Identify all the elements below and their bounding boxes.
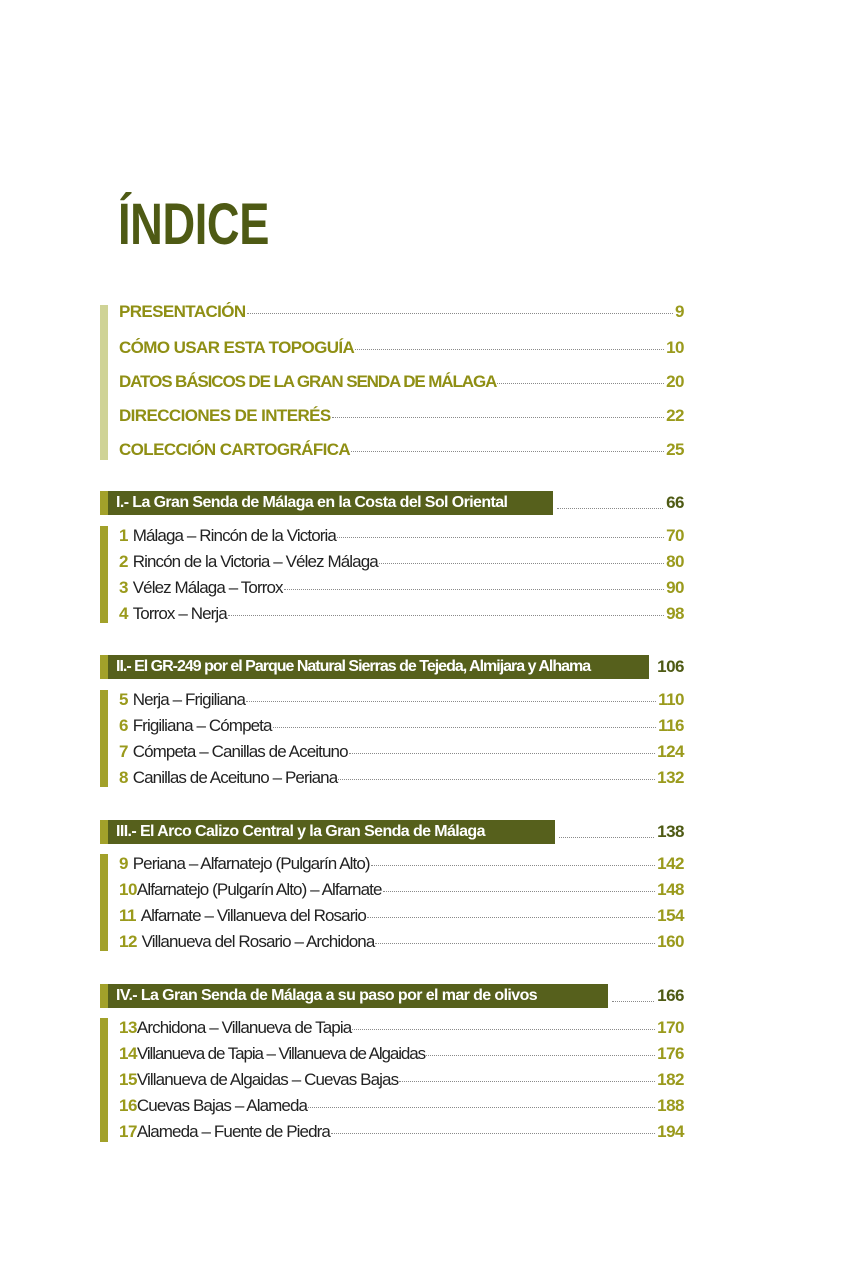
stage-number: 14 (119, 1044, 137, 1063)
stage-entry-12[interactable] (119, 932, 684, 952)
dot-leader (355, 348, 664, 350)
toc-entry-page: 22 (666, 406, 684, 425)
stage-name: Cuevas Bajas – Alameda (136, 1096, 308, 1115)
toc-entry-datos-basicos[interactable] (119, 372, 684, 392)
part-title-band (100, 984, 608, 1008)
part-header-1[interactable] (100, 491, 684, 515)
stage-number: 5 (119, 690, 128, 709)
dot-leader (371, 864, 655, 866)
dot-leader (331, 1132, 655, 1134)
stage-name: Alfarnatejo (Pulgarín Alto) – Alfarnate (136, 880, 382, 899)
toc-entry-label: DIRECCIONES DE INTERÉS (119, 406, 331, 425)
stage-page: 124 (657, 742, 684, 761)
part-header-2[interactable] (100, 655, 684, 679)
toc-entry-label: DATOS BÁSICOS DE LA GRAN SENDA DE MÁLAGA (119, 372, 497, 391)
part-title-band (100, 491, 553, 515)
dot-leader (284, 588, 664, 590)
stage-page: 132 (657, 768, 684, 787)
stage-entry-17[interactable] (119, 1122, 684, 1142)
stage-entry-1[interactable] (119, 526, 684, 546)
part-title: III.- El Arco Calizo Central y la Gran Senda de Málaga (116, 823, 485, 840)
part-page: 166 (657, 986, 684, 1005)
part-header-3[interactable] (100, 820, 684, 844)
dot-leader (612, 1000, 654, 1002)
part-title-band (100, 655, 649, 679)
page-title: ÍNDICE (118, 192, 269, 257)
toc-entry-presentacion[interactable] (119, 302, 684, 322)
stage-page: 182 (657, 1070, 684, 1089)
toc-entry-page: 9 (675, 302, 684, 321)
stage-number: 12 (119, 932, 137, 951)
dot-leader (375, 942, 655, 944)
dot-leader (349, 752, 655, 754)
stage-name: Alfarnate – Villanueva del Rosario (140, 906, 366, 925)
intro-accent-bar (100, 305, 108, 460)
stage-number: 16 (119, 1096, 137, 1115)
stage-name: Nerja – Frigiliana (132, 690, 245, 709)
stages-accent-bar (100, 690, 108, 787)
stage-number: 7 (119, 742, 128, 761)
part-page: 138 (657, 822, 684, 841)
stage-name: Frigiliana – Cómpeta (132, 716, 272, 735)
stage-name: Vélez Málaga – Torrox (132, 578, 283, 597)
stage-name: Canillas de Aceituno – Periana (132, 768, 338, 787)
dot-leader (273, 726, 657, 728)
stage-number: 9 (119, 854, 128, 873)
stages-accent-bar (100, 854, 108, 951)
stage-page: 148 (657, 880, 684, 899)
stage-name: Torrox – Nerja (132, 604, 227, 623)
stage-name: Málaga – Rincón de la Victoria (132, 526, 336, 545)
stage-page: 98 (666, 604, 684, 623)
stage-name: Rincón de la Victoria – Vélez Málaga (132, 552, 378, 571)
stage-number: 6 (119, 716, 128, 735)
dot-leader (337, 536, 664, 538)
toc-entry-label: COLECCIÓN CARTOGRÁFICA (119, 440, 351, 459)
dot-leader (351, 450, 664, 452)
dot-leader (247, 312, 673, 314)
stage-number: 3 (119, 578, 128, 597)
stage-number: 11 (119, 906, 136, 925)
stage-page: 154 (657, 906, 684, 925)
stage-number: 8 (119, 768, 128, 787)
stage-entry-9[interactable] (119, 854, 684, 874)
dot-leader (383, 890, 656, 892)
dot-leader (228, 614, 664, 616)
stage-page: 80 (666, 552, 684, 571)
toc-entry-page: 25 (666, 440, 684, 459)
stages-accent-bar (100, 526, 108, 623)
stage-number: 4 (119, 604, 128, 623)
stage-name: Archidona – Villanueva de Tapia (136, 1018, 352, 1037)
toc-entry-label: PRESENTACIÓN (119, 302, 246, 321)
stage-name: Villanueva del Rosario – Archidona (141, 932, 375, 951)
part-2-stages (100, 690, 684, 794)
stage-entry-11[interactable] (119, 906, 684, 926)
stage-page: 116 (658, 716, 684, 735)
stage-entry-8[interactable] (119, 768, 684, 788)
stage-page: 176 (657, 1044, 684, 1063)
dot-leader (246, 700, 656, 702)
dot-leader (559, 836, 654, 838)
stage-name: Cómpeta – Canillas de Aceituno (132, 742, 348, 761)
part-page: 106 (657, 657, 684, 676)
part-header-4[interactable] (100, 984, 684, 1008)
stage-entry-3[interactable] (119, 578, 684, 598)
toc-entry-page: 10 (666, 338, 684, 357)
stage-number: 15 (119, 1070, 137, 1089)
stage-name: Villanueva de Algaidas – Cuevas Bajas (136, 1070, 399, 1089)
stage-name: Periana – Alfarnatejo (Pulgarín Alto) (132, 854, 370, 873)
stage-page: 188 (657, 1096, 684, 1115)
stage-page: 194 (657, 1122, 684, 1141)
toc-entry-label: CÓMO USAR ESTA TOPOGUÍA (119, 338, 355, 357)
stage-number: 1 (119, 526, 128, 545)
dot-leader (308, 1106, 655, 1108)
stage-entry-2[interactable] (119, 552, 684, 572)
stages-accent-bar (100, 1018, 108, 1142)
stage-name: Villanueva de Tapia – Villanueva de Algaidas (136, 1044, 426, 1063)
stage-entry-13[interactable] (119, 1018, 684, 1038)
part-title: IV.- La Gran Senda de Málaga a su paso por el mar de olivos (116, 987, 538, 1004)
dot-leader (557, 507, 663, 509)
dot-leader (332, 416, 664, 418)
part-title: I.- La Gran Senda de Málaga en la Costa del Sol Oriental (116, 494, 508, 511)
part-3-stages (100, 854, 684, 958)
stage-number: 17 (119, 1122, 137, 1141)
stage-page: 142 (657, 854, 684, 873)
part-title-band (100, 820, 555, 844)
stage-entry-4[interactable] (119, 604, 684, 624)
stage-number: 10 (119, 880, 137, 899)
part-1-stages (100, 526, 684, 630)
stage-entry-6[interactable] (119, 716, 684, 736)
dot-leader (379, 562, 664, 564)
stage-entry-14[interactable] (119, 1044, 684, 1064)
stage-number: 13 (119, 1018, 137, 1037)
stage-entry-10[interactable] (119, 880, 684, 900)
part-page: 66 (666, 493, 684, 512)
toc-entry-coleccion[interactable] (119, 440, 684, 460)
stage-entry-16[interactable] (119, 1096, 684, 1116)
stage-entry-15[interactable] (119, 1070, 684, 1090)
dot-leader (367, 916, 655, 918)
part-4-stages (100, 1018, 684, 1148)
dot-leader (399, 1080, 655, 1082)
stage-entry-7[interactable] (119, 742, 684, 762)
stage-entry-5[interactable] (119, 690, 684, 710)
stage-page: 90 (666, 578, 684, 597)
intro-section (100, 302, 684, 462)
stage-page: 170 (657, 1018, 684, 1037)
stage-number: 2 (119, 552, 128, 571)
dot-leader (426, 1054, 655, 1056)
part-title: II.- El GR-249 por el Parque Natural Sierras de Tejeda, Almijara y Alhama (116, 658, 591, 675)
stage-page: 110 (658, 690, 684, 709)
stage-page: 70 (666, 526, 684, 545)
toc-entry-como-usar[interactable] (119, 338, 684, 358)
stage-name: Alameda – Fuente de Piedra (136, 1122, 330, 1141)
dot-leader (497, 382, 664, 384)
toc-entry-direcciones[interactable] (119, 406, 684, 426)
dot-leader (352, 1028, 655, 1030)
dot-leader (338, 778, 655, 780)
stage-page: 160 (657, 932, 684, 951)
toc-entry-page: 20 (666, 372, 684, 391)
